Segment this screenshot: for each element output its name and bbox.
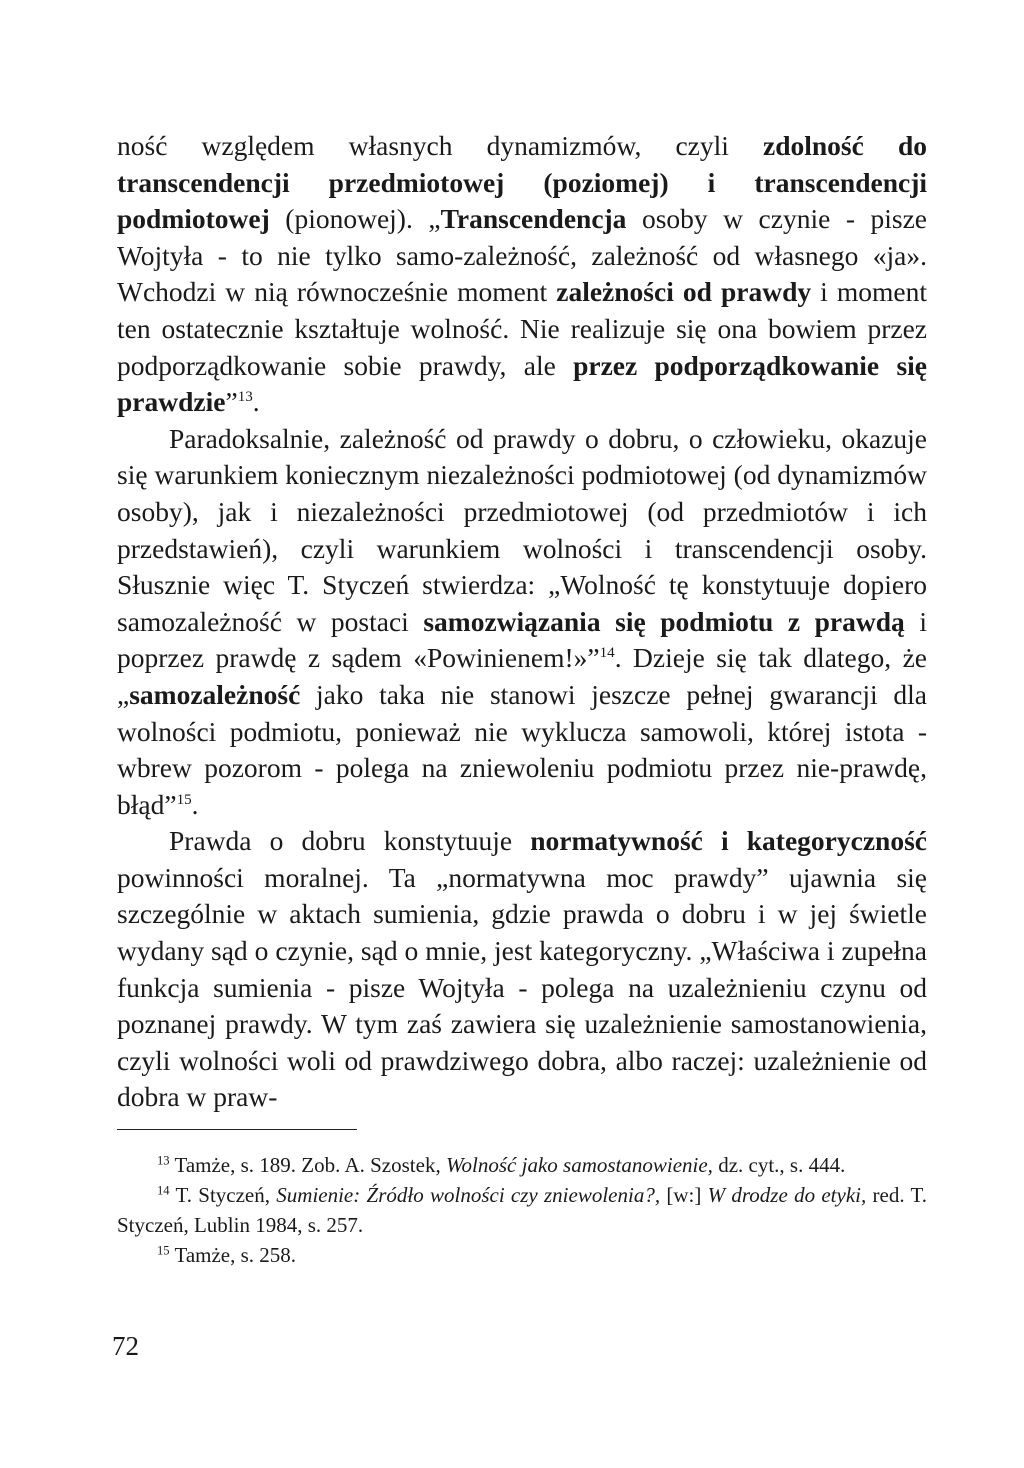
text-run: osoby w czynie - pisze Wojtyła - to nie tylko samo-zależność, zależność od własnego «ja». Wchodzi w nią równocześnie moment [117,203,927,308]
footnote [117,1240,927,1270]
paragraph [117,421,927,824]
footnote-separator [117,1129,357,1130]
italic-title: Wolność jako samostanowienie, [445,1153,713,1177]
text-run: . [191,788,199,820]
italic-title: W drodze do etyki, [707,1183,867,1207]
text-run: [w:] [660,1183,708,1207]
footnote-reference: 14 [599,645,615,662]
text-run: ność względem własnych dynamizmów, czyli [117,130,763,161]
bold-phrase: samozwiązania się podmiotu z prawdą [423,605,905,637]
text-run: Tamże, s. 258. [169,1243,297,1267]
footnotes [117,1150,927,1270]
text-run: jako taka nie stanowi jeszcze pełnej gwarancji dla wolności podmiotu, ponieważ nie wyklucza samowoli, której istota - wbrew pozorom - polega na zniewoleniu podmiotu przez nie-prawdę, błąd” [117,678,927,820]
paragraph [117,128,927,421]
footnote [117,1150,927,1180]
bold-phrase: zależności od prawdy [556,276,812,308]
text-run: . Dzieje się tak dlatego, że „ [117,642,927,710]
text-run: . [252,386,260,418]
text-run: T. Styczeń, [169,1183,277,1207]
text-run: ” [225,386,238,418]
paragraph [117,823,927,1116]
bold-phrase: samozależność [129,678,301,710]
footnote-reference: 14 [157,1183,170,1198]
text-run: Prawda o dobru konstytuuje [169,825,531,857]
text-run: i poprzez prawdę z sądem «Powinienem!»” [117,605,927,674]
page-number: 72 [112,1331,139,1361]
bold-phrase: zdolność do transcendencji przedmiotowej (poziomej) i transcendencji podmiotowej [117,130,927,235]
bold-phrase: Transcendencja [440,203,627,235]
text-run: dz. cyt., s. 444. [712,1153,846,1177]
footnote-reference: 15 [176,791,192,808]
text-run: i moment ten ostatecznie kształtuje wolność. Nie realizuje się ona bowiem przez podporządkowanie sobie prawdy, ale [117,276,927,381]
text-run: red. T. Styczeń, Lublin 1984, s. 257. [117,1183,927,1237]
bold-phrase: przez podporządkowanie się prawdzie [117,349,927,418]
footnote-reference: 13 [237,389,253,406]
text-run: Paradoksalnie, zależność od prawdy o dobru, o człowieku, okazuje się warunkiem koniecznym niezależności podmiotowej (od dynamizmów osoby), jak i niezależności przedmiotowej (od przedmiotów i ich przedstawień), czyli warunkiem wolności i transcendencji osoby. Słusznie więc T. Styczeń stwierdza: „Wolność tę konstytuuje dopiero samozależność w postaci [117,422,927,637]
bold-phrase: normatywność i kategoryczność [530,825,927,857]
text-run: Tamże, s. 189. Zob. A. Szostek, [169,1153,446,1177]
footnote-reference: 15 [157,1243,170,1258]
italic-title: Sumienie: Źródło wolności czy zniewolenia?, [276,1183,661,1207]
body-text [117,128,927,1116]
footnote-reference: 13 [157,1153,170,1168]
footnote [117,1180,927,1240]
text-run: powinności moralnej. Ta „normatywna moc prawdy” ujawnia się szczególnie w aktach sumienia, gdzie prawda o dobru i w jej świetle wydany sąd o czynie, sąd o mnie, jest kategoryczny. „Właściwa i zupełna funkcja sumienia - pisze Wojtyła - polega na uzależnieniu czynu od poznanej prawdy. W tym zaś zawiera się uzależnienie samostanowienia, czyli wolności woli od prawdziwego dobra, albo raczej: uzależnienie od dobra w praw- [117,861,927,1113]
text-run: (pionowej). „ [269,203,441,235]
